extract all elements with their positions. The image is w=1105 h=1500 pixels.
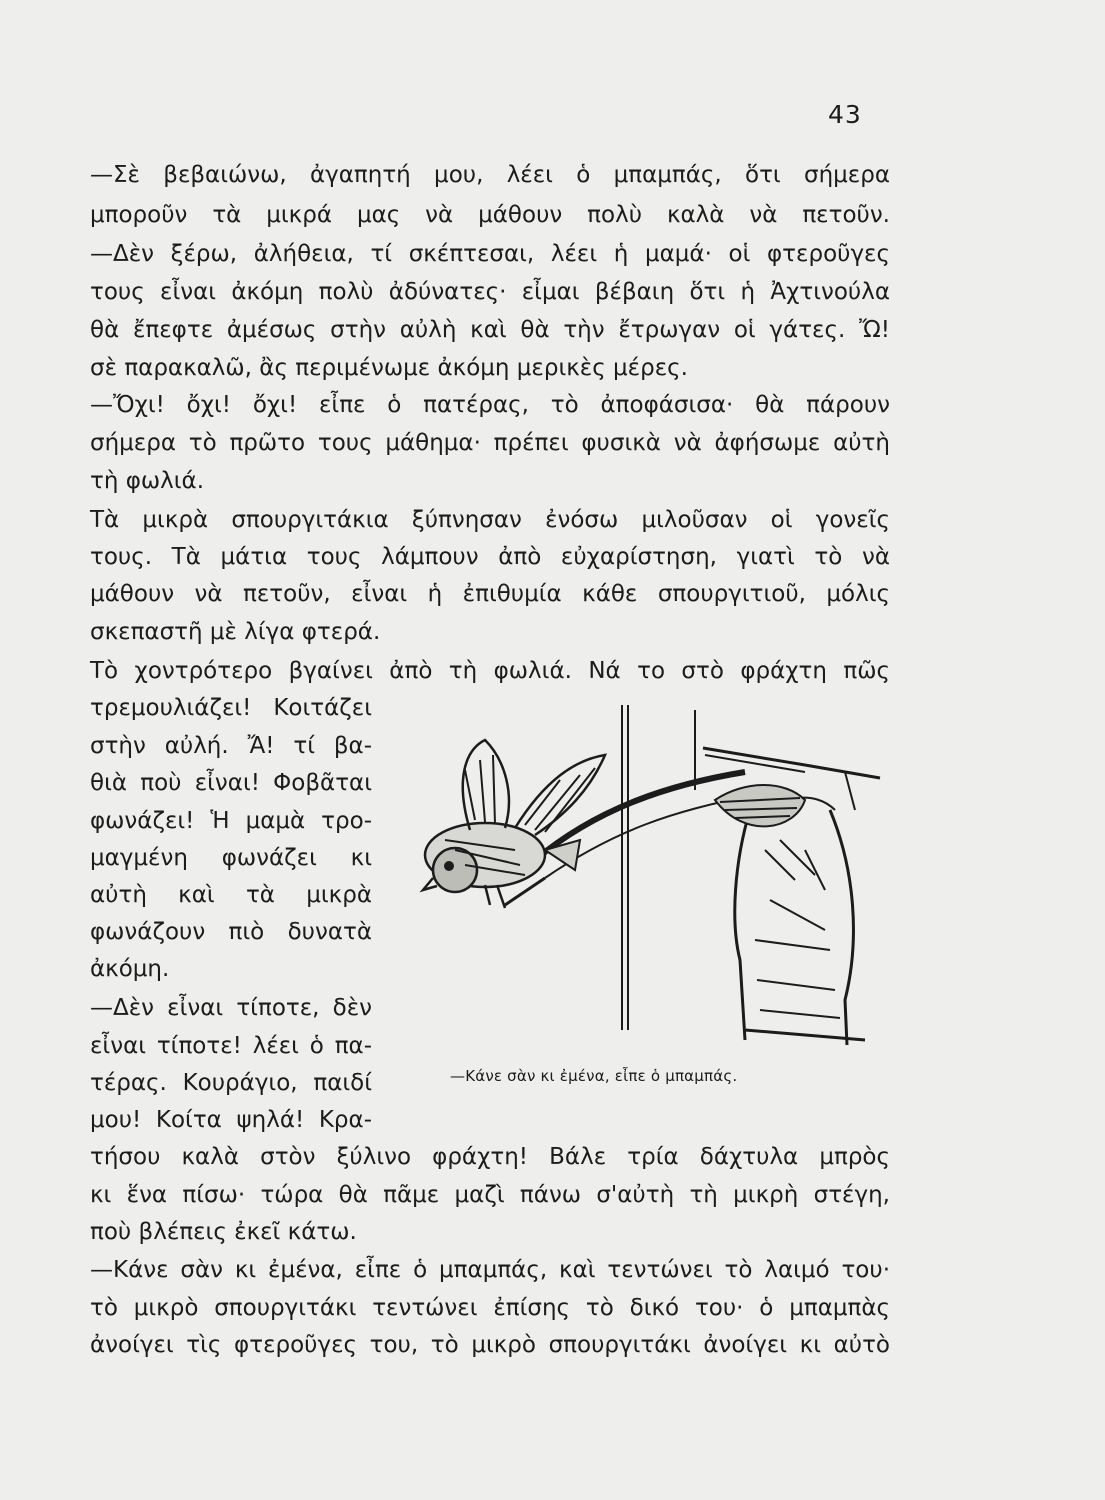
text-line: ἀκόμη.	[90, 956, 170, 982]
text-line: τὸ μικρὸ σπουργιτάκι τεντώνει ἐπίσης τὸ δικό του· ὁ μπαμπὰς	[90, 1295, 890, 1321]
text-line: μποροῦν τὰ μικρά μας νὰ μάθουν πολὺ καλὰ νὰ πετοῦν.	[90, 202, 890, 228]
sparrow-illustration	[385, 700, 885, 1060]
text-line: τὴ φωλιά.	[90, 468, 205, 494]
text-line: θὰ ἔπεφτε ἀμέσως στὴν αὐλὴ καὶ θὰ τὴν ἔτρωγαν οἱ γάτες. Ὤ!	[90, 317, 890, 343]
text-line: ἀνοίγει τὶς φτεροῦγες του, τὸ μικρὸ σπουργιτάκι ἀνοίγει κι αὐτὸ	[90, 1332, 890, 1358]
page-number: 43	[828, 100, 862, 129]
text-line: μάθουν νὰ πετοῦν, εἶναι ἡ ἐπιθυμία κάθε σπουργιτιοῦ, μόλις	[90, 581, 890, 607]
text-line: εἶναι τίποτε! λέει ὁ πα-	[90, 1033, 372, 1059]
figure-caption: —Κάνε σὰν κι ἐμένα, εἶπε ὁ μπαμπάς.	[450, 1067, 738, 1085]
text-line: σὲ παρακαλῶ, ἂς περιμένωμε ἀκόμη μερικὲς μέρες.	[90, 355, 688, 381]
text-line: —Δὲν εἶναι τίποτε, δὲν	[90, 995, 372, 1021]
text-line: θιὰ ποὺ εἶναι! Φοβᾶται	[90, 770, 372, 796]
text-line: τήσου καλὰ στὸν ξύλινο φράχτη! Βάλε τρία δάχτυλα μπρὸς	[90, 1144, 890, 1170]
text-line: τρεμουλιάζει! Κοιτάζει	[90, 695, 372, 721]
text-line: φωνάζει! Ἡ μαμὰ τρο-	[90, 808, 372, 834]
text-line: κι ἕνα πίσω· τώρα θὰ πᾶμε μαζὶ πάνω σ'αὐτὴ τὴ μικρὴ στέγη,	[90, 1182, 890, 1208]
text-line: στὴν αὐλή. Ἄ! τί βα-	[90, 733, 372, 759]
text-line: Τὸ χοντρότερο βγαίνει ἀπὸ τὴ φωλιά. Νά το στὸ φράχτη πῶς	[90, 658, 890, 684]
text-line: τους εἶναι ἀκόμη πολὺ ἀδύνατες· εἶμαι βέβαιη ὅτι ἡ Ἀχτινούλα	[90, 279, 890, 305]
text-line: τέρας. Κουράγιο, παιδί	[90, 1070, 372, 1096]
text-line: φωνάζουν πιὸ δυνατὰ	[90, 919, 372, 945]
text-line: ποὺ βλέπεις ἐκεῖ κάτω.	[90, 1219, 357, 1245]
text-line: τους. Τὰ μάτια τους λάμπουν ἀπὸ εὐχαρίστηση, γιατὶ τὸ νὰ	[90, 544, 890, 570]
text-line: σήμερα τὸ πρῶτο τους μάθημα· πρέπει φυσικὰ νὰ ἀφήσωμε αὐτὴ	[90, 430, 890, 456]
text-line: αὐτὴ καὶ τὰ μικρὰ	[90, 882, 372, 908]
text-line: μαγμένη φωνάζει κι	[90, 845, 372, 871]
text-line: σκεπαστῆ μὲ λίγα φτερά.	[90, 619, 381, 645]
text-line: μου! Κοίτα ψηλά! Κρα-	[90, 1107, 372, 1133]
text-line: —Κάνε σὰν κι ἐμένα, εἶπε ὁ μπαμπάς, καὶ τεντώνει τὸ λαιμό του·	[90, 1257, 890, 1283]
text-line: —Σὲ βεβαιώνω, ἀγαπητή μου, λέει ὁ μπαμπάς, ὅτι σήμερα	[90, 162, 890, 188]
text-line: —Ὄχι! ὄχι! ὄχι! εἶπε ὁ πατέρας, τὸ ἀποφάσισα· θὰ πάρουν	[90, 392, 890, 418]
text-line: —Δὲν ξέρω, ἀλήθεια, τί σκέπτεσαι, λέει ἡ μαμά· οἱ φτεροῦγες	[90, 241, 890, 267]
sparrow-drawing	[385, 700, 885, 1060]
text-line: Τὰ μικρὰ σπουργιτάκια ξύπνησαν ἐνόσω μιλοῦσαν οἱ γονεῖς	[90, 507, 890, 533]
